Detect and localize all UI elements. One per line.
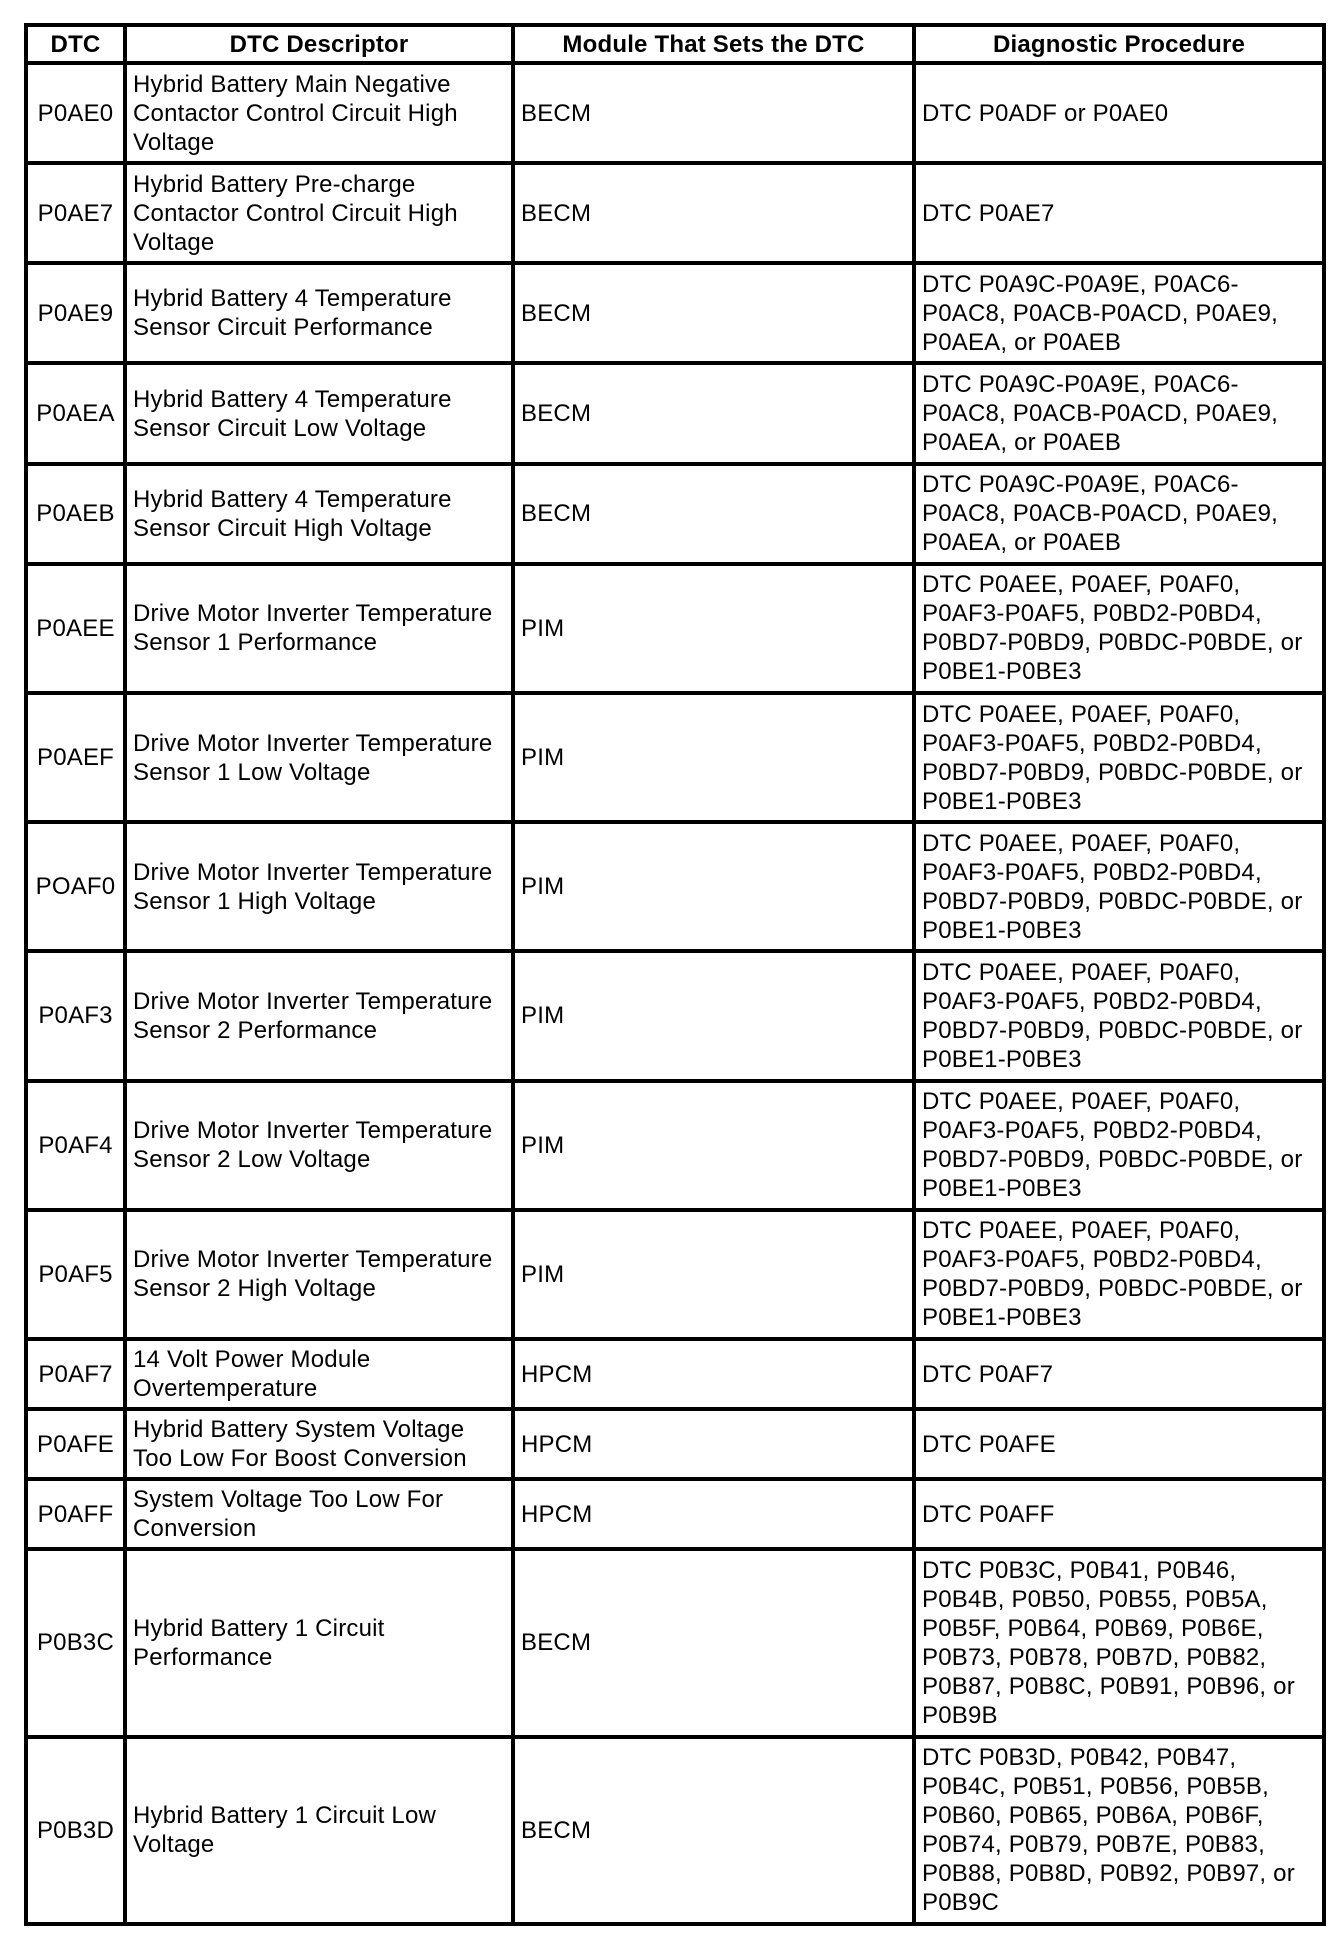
dtc-descriptor: Hybrid Battery 4 Temperature Sensor Circuit High Voltage — [125, 464, 513, 564]
dtc-table — [24, 23, 1326, 1926]
dtc-descriptor: 14 Volt Power Module Overtemperature — [125, 1339, 513, 1409]
diagnostic-procedure: DTC P0B3C, P0B41, P0B46, P0B4B, P0B50, P0B55, P0B5A, P0B5F, P0B64, P0B69, P0B6E, P0B73, P0B78, P0B7D, P0B82, P0B87, P0B8C, P0B91, P0B96, or P0B9B — [914, 1549, 1324, 1736]
diagnostic-procedure: DTC P0AFE — [914, 1409, 1324, 1479]
dtc-descriptor: Hybrid Battery 1 Circuit Low Voltage — [125, 1737, 513, 1924]
header-diagnostic-procedure: Diagnostic Procedure — [914, 25, 1324, 63]
dtc-code: P0AF4 — [26, 1081, 125, 1210]
dtc-descriptor: Drive Motor Inverter Temperature Sensor 1 High Voltage — [125, 822, 513, 951]
header-dtc: DTC — [26, 25, 125, 63]
table-row — [26, 564, 1324, 693]
table-row — [26, 1479, 1324, 1549]
table-row — [26, 464, 1324, 564]
dtc-code: P0AF7 — [26, 1339, 125, 1409]
module: PIM — [513, 822, 914, 951]
dtc-code: POAF0 — [26, 822, 125, 951]
table-row — [26, 163, 1324, 263]
dtc-descriptor: Hybrid Battery Pre-charge Contactor Control Circuit High Voltage — [125, 163, 513, 263]
diagnostic-procedure: DTC P0AEE, P0AEF, P0AF0, P0AF3-P0AF5, P0BD2-P0BD4, P0BD7-P0BD9, P0BDC-P0BDE, or P0BE1-P0BE3 — [914, 822, 1324, 951]
module: HPCM — [513, 1479, 914, 1549]
table-row — [26, 1081, 1324, 1210]
dtc-descriptor: Hybrid Battery 1 Circuit Performance — [125, 1549, 513, 1736]
dtc-descriptor: System Voltage Too Low For Conversion — [125, 1479, 513, 1549]
module: BECM — [513, 263, 914, 363]
module: PIM — [513, 1081, 914, 1210]
dtc-code: P0AE0 — [26, 63, 125, 163]
table-row — [26, 263, 1324, 363]
module: BECM — [513, 363, 914, 463]
dtc-descriptor: Hybrid Battery 4 Temperature Sensor Circuit Performance — [125, 263, 513, 363]
dtc-code: P0AEE — [26, 564, 125, 693]
diagnostic-procedure: DTC P0A9C-P0A9E, P0AC6-P0AC8, P0ACB-P0ACD, P0AE9, P0AEA, or P0AEB — [914, 464, 1324, 564]
table-row — [26, 822, 1324, 951]
table-row — [26, 1409, 1324, 1479]
dtc-code: P0B3C — [26, 1549, 125, 1736]
diagnostic-procedure: DTC P0AEE, P0AEF, P0AF0, P0AF3-P0AF5, P0BD2-P0BD4, P0BD7-P0BD9, P0BDC-P0BDE, or P0BE1-P0BE3 — [914, 564, 1324, 693]
module: PIM — [513, 1210, 914, 1339]
dtc-descriptor: Hybrid Battery Main Negative Contactor Control Circuit High Voltage — [125, 63, 513, 163]
dtc-code: P0AFE — [26, 1409, 125, 1479]
dtc-code: P0AE7 — [26, 163, 125, 263]
module: BECM — [513, 464, 914, 564]
table-row — [26, 1210, 1324, 1339]
diagnostic-procedure: DTC P0A9C-P0A9E, P0AC6-P0AC8, P0ACB-P0ACD, P0AE9, P0AEA, or P0AEB — [914, 363, 1324, 463]
dtc-descriptor: Drive Motor Inverter Temperature Sensor 1 Performance — [125, 564, 513, 693]
module: HPCM — [513, 1339, 914, 1409]
header-row — [26, 25, 1324, 63]
diagnostic-procedure: DTC P0AF7 — [914, 1339, 1324, 1409]
dtc-code: P0AE9 — [26, 263, 125, 363]
diagnostic-procedure: DTC P0ADF or P0AE0 — [914, 63, 1324, 163]
diagnostic-procedure: DTC P0A9C-P0A9E, P0AC6-P0AC8, P0ACB-P0ACD, P0AE9, P0AEA, or P0AEB — [914, 263, 1324, 363]
diagnostic-procedure: DTC P0AFF — [914, 1479, 1324, 1549]
header-dtc-descriptor: DTC Descriptor — [125, 25, 513, 63]
diagnostic-procedure: DTC P0AE7 — [914, 163, 1324, 263]
table-row — [26, 63, 1324, 163]
dtc-descriptor: Hybrid Battery 4 Temperature Sensor Circuit Low Voltage — [125, 363, 513, 463]
dtc-descriptor: Drive Motor Inverter Temperature Sensor 1 Low Voltage — [125, 693, 513, 822]
module: BECM — [513, 1549, 914, 1736]
module: PIM — [513, 951, 914, 1080]
dtc-code: P0B3D — [26, 1737, 125, 1924]
dtc-code: P0AFF — [26, 1479, 125, 1549]
dtc-descriptor: Drive Motor Inverter Temperature Sensor 2 Low Voltage — [125, 1081, 513, 1210]
table-row — [26, 1549, 1324, 1736]
diagnostic-procedure: DTC P0AEE, P0AEF, P0AF0, P0AF3-P0AF5, P0BD2-P0BD4, P0BD7-P0BD9, P0BDC-P0BDE, or P0BE1-P0BE3 — [914, 951, 1324, 1080]
module: BECM — [513, 1737, 914, 1924]
diagnostic-procedure: DTC P0AEE, P0AEF, P0AF0, P0AF3-P0AF5, P0BD2-P0BD4, P0BD7-P0BD9, P0BDC-P0BDE, or P0BE1-P0BE3 — [914, 693, 1324, 822]
table-row — [26, 1339, 1324, 1409]
dtc-code: P0AEB — [26, 464, 125, 564]
module: BECM — [513, 63, 914, 163]
dtc-code: P0AEF — [26, 693, 125, 822]
table-row — [26, 363, 1324, 463]
module: HPCM — [513, 1409, 914, 1479]
header-module: Module That Sets the DTC — [513, 25, 914, 63]
diagnostic-procedure: DTC P0AEE, P0AEF, P0AF0, P0AF3-P0AF5, P0BD2-P0BD4, P0BD7-P0BD9, P0BDC-P0BDE, or P0BE1-P0BE3 — [914, 1081, 1324, 1210]
dtc-code: P0AF3 — [26, 951, 125, 1080]
dtc-descriptor: Hybrid Battery System Voltage Too Low For Boost Conversion — [125, 1409, 513, 1479]
dtc-descriptor: Drive Motor Inverter Temperature Sensor 2 High Voltage — [125, 1210, 513, 1339]
dtc-descriptor: Drive Motor Inverter Temperature Sensor 2 Performance — [125, 951, 513, 1080]
table-row — [26, 951, 1324, 1080]
module: BECM — [513, 163, 914, 263]
module: PIM — [513, 693, 914, 822]
dtc-code: P0AF5 — [26, 1210, 125, 1339]
dtc-code: P0AEA — [26, 363, 125, 463]
table-row — [26, 693, 1324, 822]
module: PIM — [513, 564, 914, 693]
diagnostic-procedure: DTC P0B3D, P0B42, P0B47, P0B4C, P0B51, P0B56, P0B5B, P0B60, P0B65, P0B6A, P0B6F, P0B74, P0B79, P0B7E, P0B83, P0B88, P0B8D, P0B92, P0B97, or P0B9C — [914, 1737, 1324, 1924]
table-row — [26, 1737, 1324, 1924]
diagnostic-procedure: DTC P0AEE, P0AEF, P0AF0, P0AF3-P0AF5, P0BD2-P0BD4, P0BD7-P0BD9, P0BDC-P0BDE, or P0BE1-P0BE3 — [914, 1210, 1324, 1339]
